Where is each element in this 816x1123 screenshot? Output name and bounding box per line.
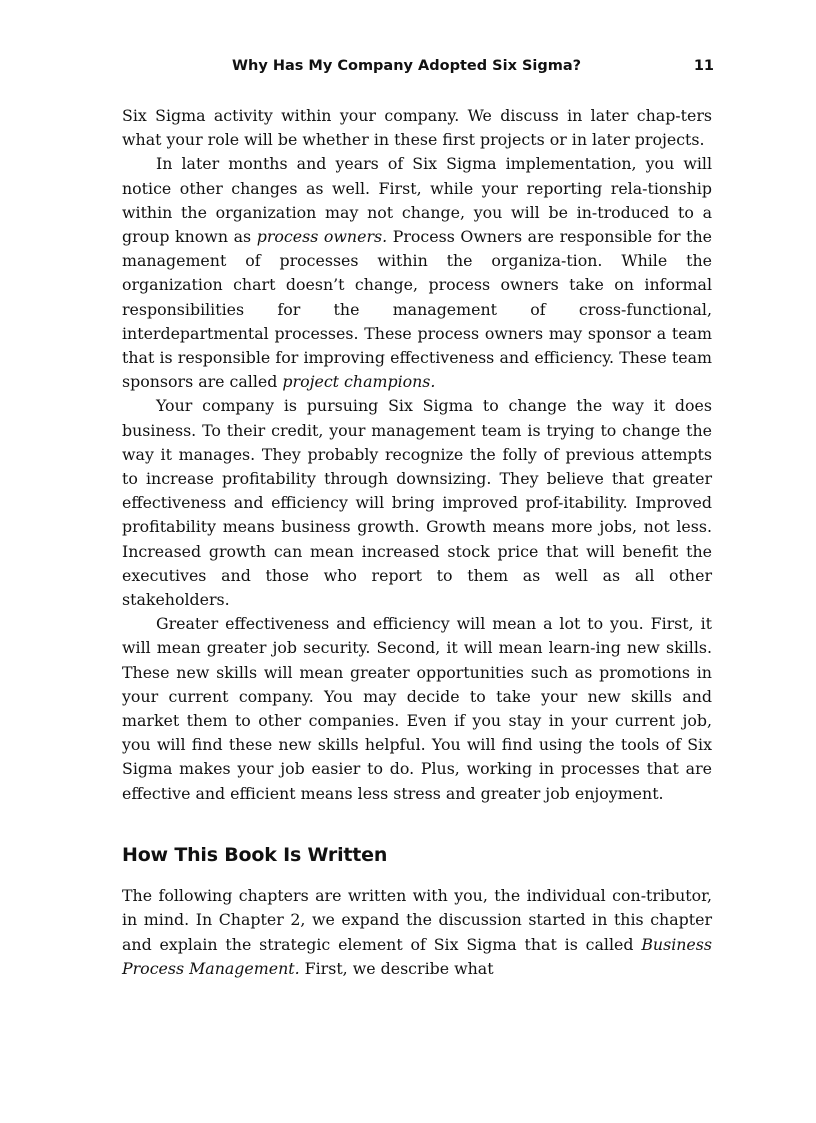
paragraph-company-pursuing: Your company is pursuing Six Sigma to change the way it does business. To their credit, your management team is trying to change the way it manages. They probably recognize the folly of previous attempts to increase profitability through downsizing. They believe that greater effectiveness and efficiency will bring improved prof-itability. Improved profitability means business growth. Growth means more jobs, not less. Increased growth can mean increased stock price that will benefit the executives and those who report to them as well as all other stakeholders. <box>122 396 712 610</box>
running-title: Why Has My Company Adopted Six Sigma? <box>232 58 582 74</box>
paragraph-continued: Six Sigma activity within your company. We discuss in later chap-ters what your role will be whether in these first projects or in later projects. <box>122 106 712 150</box>
text-segment: First, we describe what <box>299 958 494 978</box>
body-text <box>122 104 712 981</box>
emphasis-term: project champions. <box>282 372 436 392</box>
emphasis-term: Business Process Management. <box>122 934 712 978</box>
paragraph-greater-effectiveness: Greater effectiveness and efficiency will mean a lot to you. First, it will mean greater job security. Second, it will mean learn-ing new skills. These new skills will mean greater opportunities such as promotions in your current company. You may decide to take your new skills and market them to other companies. Even if you stay in your current job, you will find these new skills helpful. You will find using the tools of Six Sigma makes your job easier to do. Plus, working in processes that are effective and efficient means less stress and greater job enjoyment. <box>122 614 712 803</box>
page-number: 11 <box>693 58 714 74</box>
running-header <box>122 58 712 84</box>
text-segment: In later months and years of Six Sigma implementation, you will notice other changes as well. First, while your reporting rela-tionship within the organization may not change, you will be in-troduced to a group known as <box>122 154 712 247</box>
paragraph-following-chapters <box>122 884 712 981</box>
text-segment: Process Owners are responsible for the management of processes within the organiza-tion. While the organization chart doesn’t change, process owners take on informal responsibilities for the management of cross-functional, interdepartmental processes. These process owners may sponsor a team that is responsible for improving effectiveness and efficiency. These team sponsors are called <box>122 227 713 392</box>
book-page <box>122 58 712 981</box>
emphasis-term: process owners. <box>256 227 388 247</box>
paragraph-process-owners <box>122 152 712 394</box>
text-segment: The following chapters are written with you, the individual con-tributor, in mind. In Chapter 2, we expand the discussion started in this chapter and explain the strategic element of Six Sigma that is called <box>122 886 712 954</box>
section-heading: How This Book Is Written <box>122 843 388 866</box>
